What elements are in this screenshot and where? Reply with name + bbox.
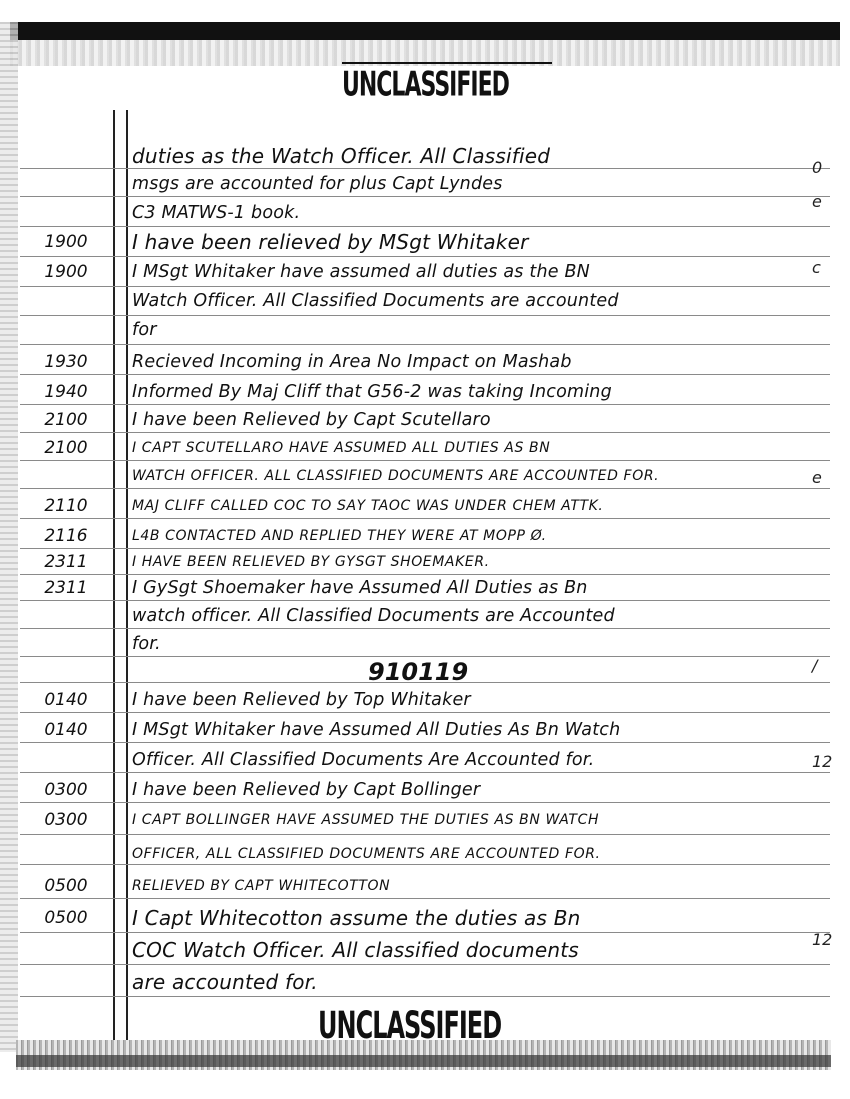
row-rule xyxy=(20,964,830,965)
log-time: 2311 xyxy=(44,552,88,572)
row-rule xyxy=(20,315,830,316)
log-time: 1900 xyxy=(44,232,88,252)
row-rule xyxy=(20,600,830,601)
log-entry: I HAVE BEEN RELIEVED BY GYSGT SHOEMAKER. xyxy=(132,554,490,570)
margin-mark: c xyxy=(812,258,821,277)
row-rule xyxy=(20,432,830,433)
column-rule xyxy=(126,110,128,1040)
row-rule xyxy=(20,518,830,519)
log-time: 1940 xyxy=(44,382,88,402)
margin-mark: 12 xyxy=(812,930,833,949)
log-entry: L4B CONTACTED AND REPLIED THEY WERE AT MOPP Ø. xyxy=(132,528,547,544)
scan-edge-bottom xyxy=(16,1055,831,1067)
log-entry: Watch Officer. All Classified Documents are accounted xyxy=(132,291,619,311)
row-rule xyxy=(20,628,830,629)
log-entry: I Capt Whitecotton assume the duties as Bn xyxy=(132,906,581,930)
scan-edge-left xyxy=(0,22,18,1052)
column-rule xyxy=(113,110,115,1040)
log-entry: watch officer. All Classified Documents are Accounted xyxy=(132,606,615,626)
log-entry: I have been Relieved by Capt Bollinger xyxy=(132,780,481,800)
log-entry: are accounted for. xyxy=(132,970,318,994)
log-entry: duties as the Watch Officer. All Classified xyxy=(132,144,551,168)
row-rule xyxy=(20,548,830,549)
log-entry: I CAPT SCUTELLARO HAVE ASSUMED ALL DUTIES AS BN xyxy=(132,440,551,456)
log-entry: RELIEVED BY CAPT WHITECOTTON xyxy=(132,878,391,894)
log-entry: Officer. All Classified Documents Are Accounted for. xyxy=(132,750,595,770)
row-rule xyxy=(20,996,830,997)
row-rule xyxy=(20,772,830,773)
log-entry: C3 MATWS-1 book. xyxy=(132,203,301,223)
margin-mark: e xyxy=(812,192,822,211)
log-entry: WATCH OFFICER. ALL CLASSIFIED DOCUMENTS ARE ACCOUNTED FOR. xyxy=(132,468,660,484)
log-time: 2311 xyxy=(44,578,88,598)
row-rule xyxy=(20,898,830,899)
row-rule xyxy=(20,742,830,743)
log-time: 0300 xyxy=(44,810,88,830)
row-rule xyxy=(20,488,830,489)
log-time: 1900 xyxy=(44,262,88,282)
log-time: 1930 xyxy=(44,352,88,372)
row-rule xyxy=(20,256,830,257)
row-rule xyxy=(20,168,830,169)
log-entry: I have been Relieved by Capt Scutellaro xyxy=(132,410,491,430)
row-rule xyxy=(20,460,830,461)
log-entry: OFFICER, ALL CLASSIFIED DOCUMENTS ARE ACCOUNTED FOR. xyxy=(132,846,601,862)
date-stamp: 910119 xyxy=(368,658,469,686)
row-rule xyxy=(20,574,830,575)
row-rule xyxy=(20,344,830,345)
log-time: 2110 xyxy=(44,496,88,516)
row-rule xyxy=(20,404,830,405)
log-time: 2100 xyxy=(44,410,88,430)
log-entry: I MSgt Whitaker have Assumed All Duties As Bn Watch xyxy=(132,720,621,740)
log-entry: Informed By Maj Cliff that G56-2 was taking Incoming xyxy=(132,382,612,402)
log-entry: for xyxy=(132,320,157,340)
log-time: 0140 xyxy=(44,690,88,710)
row-rule xyxy=(20,802,830,803)
log-time: 2116 xyxy=(44,526,88,546)
log-time: 0140 xyxy=(44,720,88,740)
log-entry: Recieved Incoming in Area No Impact on Mashab xyxy=(132,352,572,372)
row-rule xyxy=(20,286,830,287)
classification-stamp-bottom: UNCLASSIFIED xyxy=(318,1004,502,1048)
log-entry: msgs are accounted for plus Capt Lyndes xyxy=(132,174,503,194)
row-rule xyxy=(20,932,830,933)
row-rule xyxy=(20,864,830,865)
margin-mark: 12 xyxy=(812,752,833,771)
scan-edge-top xyxy=(10,22,840,40)
row-rule xyxy=(20,226,830,227)
log-entry: I CAPT BOLLINGER HAVE ASSUMED THE DUTIES AS BN WATCH xyxy=(132,812,600,828)
log-entry: I MSgt Whitaker have assumed all duties as the BN xyxy=(132,262,590,282)
margin-mark: e xyxy=(812,468,822,487)
row-rule xyxy=(20,656,830,657)
row-rule xyxy=(20,834,830,835)
log-time: 0300 xyxy=(44,780,88,800)
log-entry: I have been Relieved by Top Whitaker xyxy=(132,690,471,710)
log-entry: for. xyxy=(132,634,161,654)
log-entry: I GySgt Shoemaker have Assumed All Duties as Bn xyxy=(132,578,588,598)
margin-mark: / xyxy=(812,656,818,675)
log-entry: MAJ CLIFF CALLED COC TO SAY TAOC WAS UNDER CHEM ATTK. xyxy=(132,498,604,514)
log-time: 0500 xyxy=(44,908,88,928)
row-rule xyxy=(20,196,830,197)
row-rule xyxy=(20,374,830,375)
classification-stamp-top: UNCLASSIFIED xyxy=(342,66,509,105)
log-time: 2100 xyxy=(44,438,88,458)
log-time: 0500 xyxy=(44,876,88,896)
row-rule xyxy=(20,712,830,713)
log-entry: I have been relieved by MSgt Whitaker xyxy=(132,230,529,254)
log-entry: COC Watch Officer. All classified documents xyxy=(132,938,579,962)
margin-mark: 0 xyxy=(812,158,823,177)
